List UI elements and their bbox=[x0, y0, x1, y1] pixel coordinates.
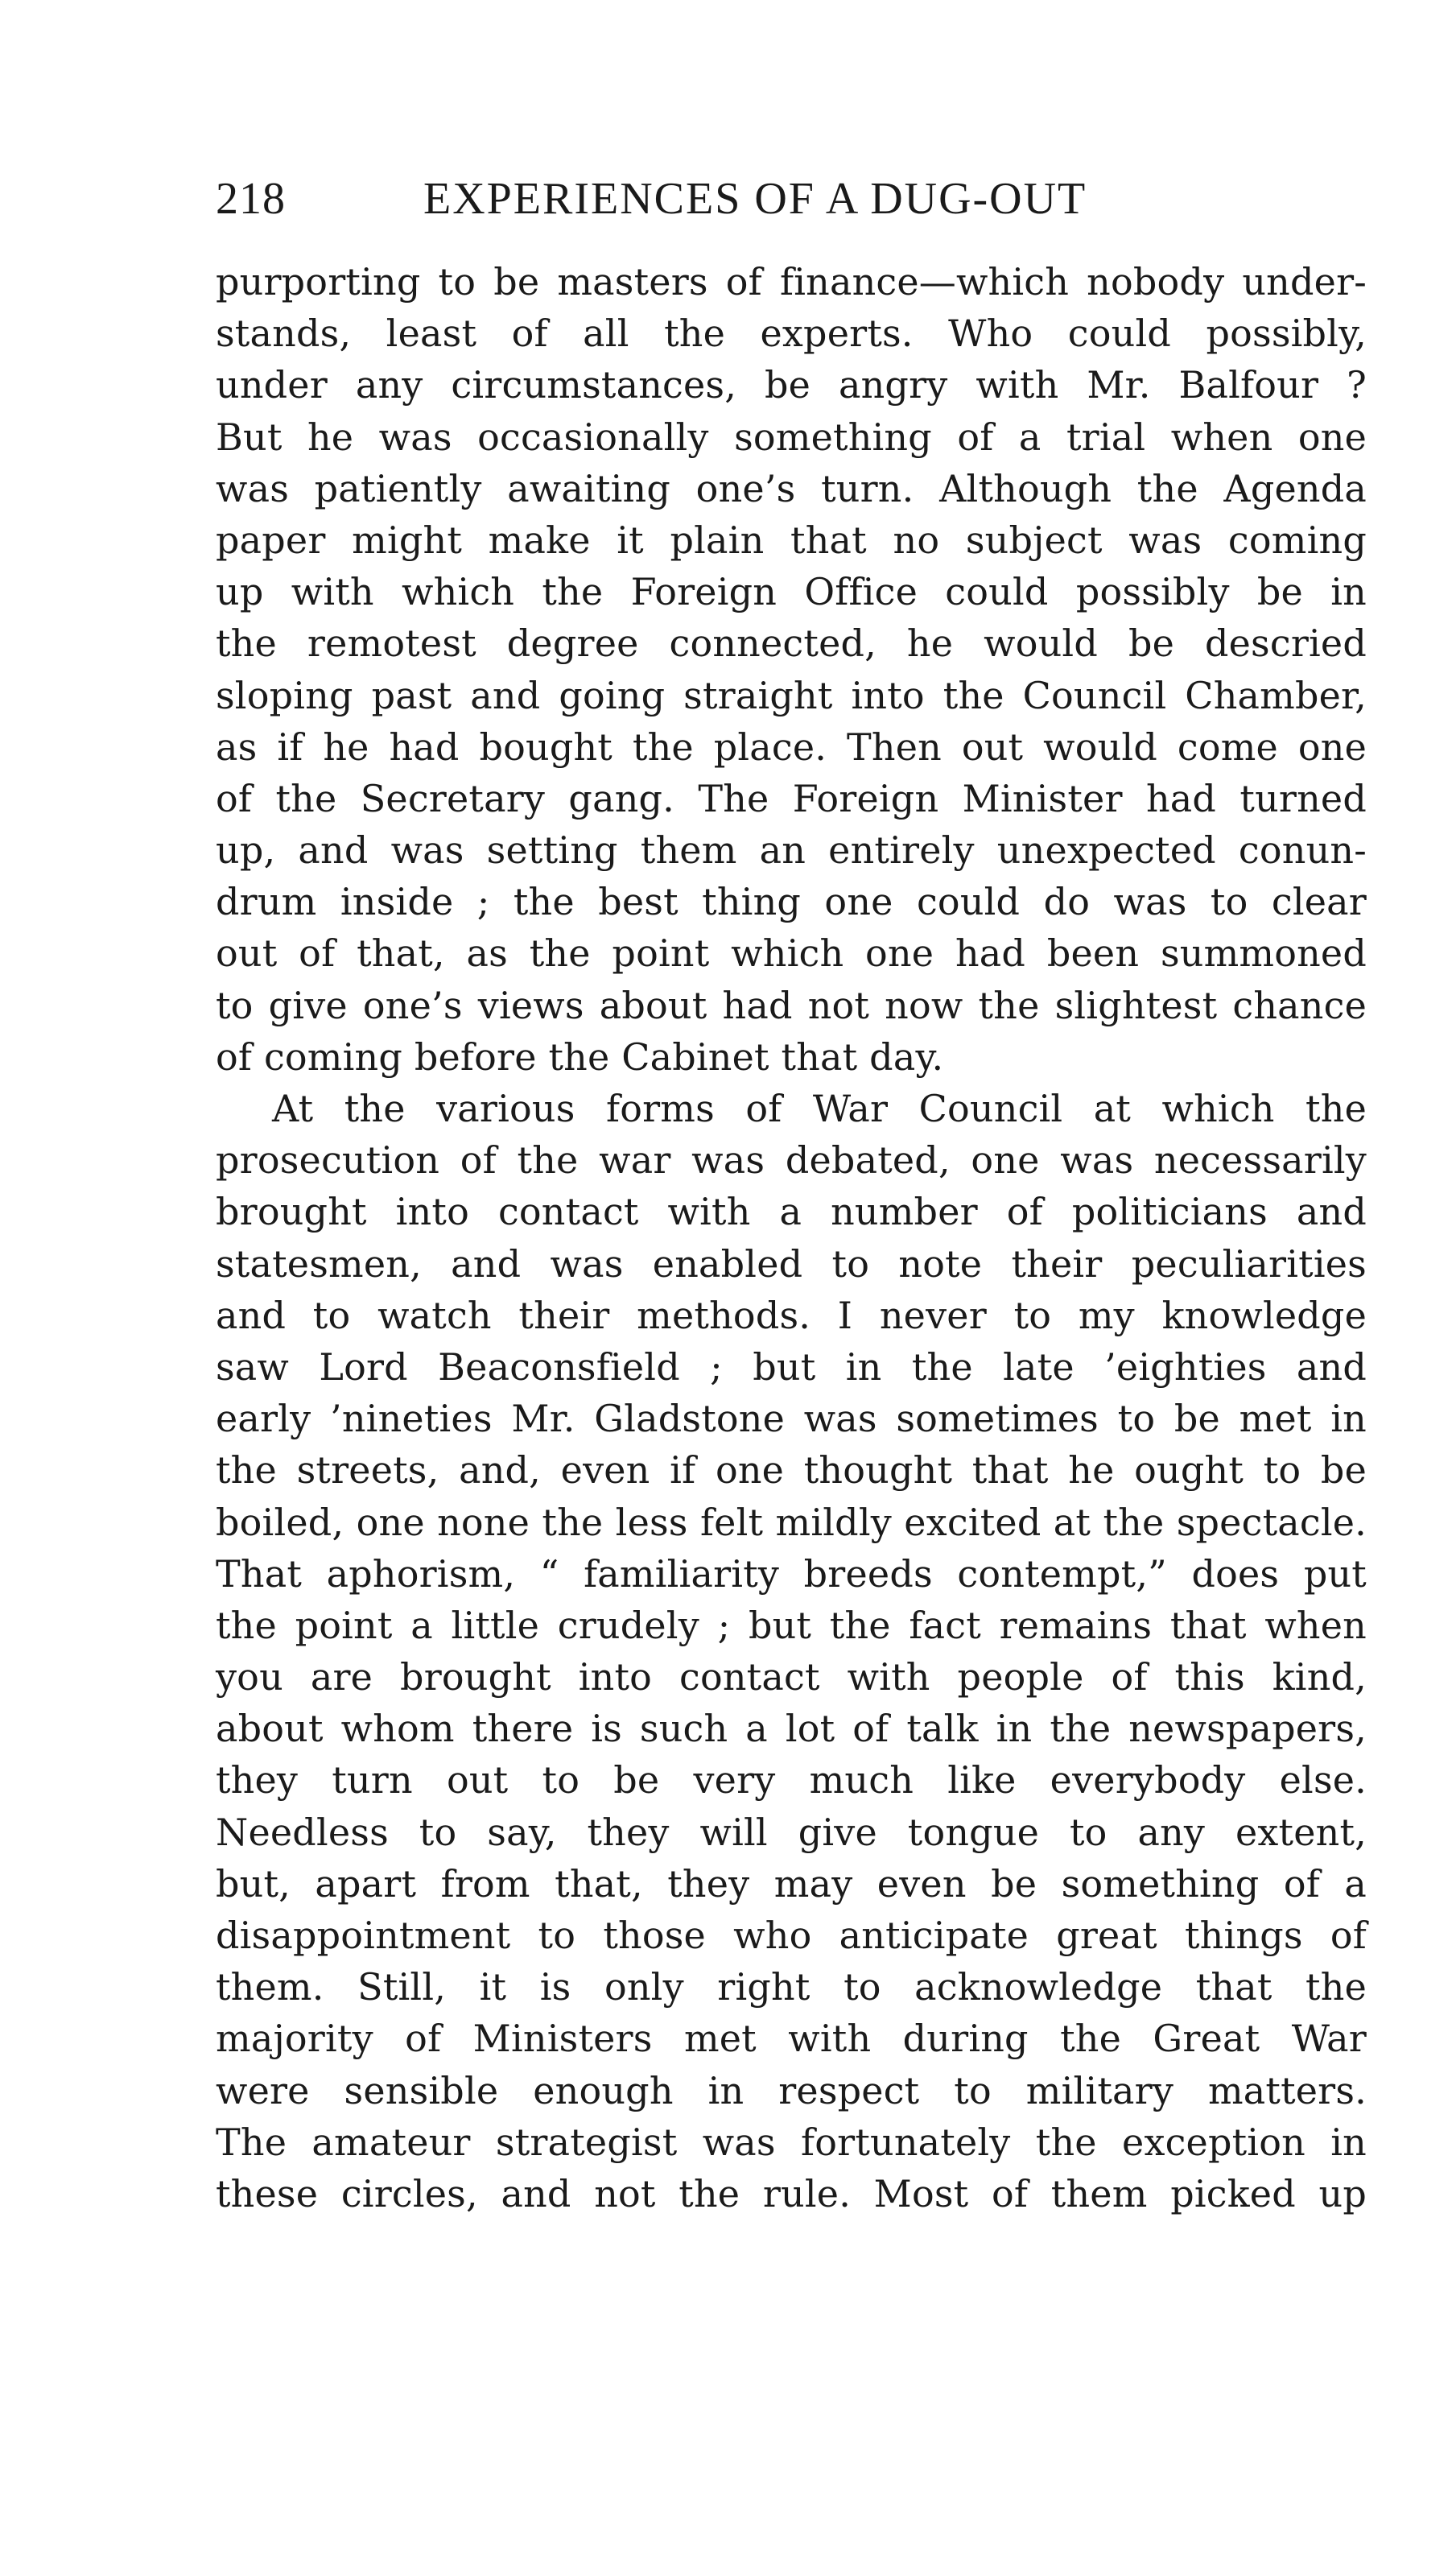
text-line: under any circumstances, be angry with Mr. Balfour ? bbox=[216, 363, 1367, 407]
running-title: EXPERIENCES OF A DUG-OUT bbox=[423, 174, 1087, 224]
text-line: early ’nineties Mr. Gladstone was sometimes to be met in bbox=[216, 1397, 1367, 1441]
text-line: disappointment to those who anticipate great things of bbox=[216, 1914, 1367, 1957]
text-line: up, and was setting them an entirely unexpected conun- bbox=[216, 828, 1367, 873]
text-line: you are brought into contact with people of this kind, bbox=[216, 1655, 1367, 1699]
text-line: saw Lord Beaconsfield ; but in the late ’eighties and bbox=[216, 1344, 1367, 1389]
text-line: of the Secretary gang. The Foreign Minister had turned bbox=[216, 776, 1367, 820]
text-line: but, apart from that, they may even be something of a bbox=[216, 1861, 1367, 1906]
text-line: sloping past and going straight into the Council Chamber, bbox=[216, 673, 1367, 717]
text-line: up with which the Foreign Office could possibly be in bbox=[216, 570, 1367, 614]
text-line: prosecution of the war was debated, one was necessarily bbox=[216, 1138, 1367, 1183]
text-line: to give one’s views about had not now the slightest chance bbox=[216, 983, 1367, 1027]
text-line: That aphorism, “ familiarity breeds contempt,” does put bbox=[216, 1551, 1367, 1596]
text-line: But he was occasionally something of a trial when one bbox=[216, 415, 1367, 459]
text-line: about whom there is such a lot of talk in the newspapers, bbox=[216, 1707, 1367, 1751]
text-line: drum inside ; the best thing one could do was to clear bbox=[216, 880, 1367, 924]
text-line: majority of Ministers met with during the Great War bbox=[216, 2017, 1367, 2061]
text-line: them. Still, it is only right to acknowledge that the bbox=[216, 1965, 1367, 2009]
running-head bbox=[216, 171, 1169, 227]
text-line: the point a little crudely ; but the fact remains that when bbox=[216, 1603, 1367, 1647]
paragraph-1 bbox=[216, 256, 1367, 1083]
paragraph-2 bbox=[216, 1083, 1367, 2220]
text-line: was patiently awaiting one’s turn. Although the Agenda bbox=[216, 466, 1367, 510]
text-line: The amateur strategist was fortunately the exception in bbox=[216, 2120, 1367, 2164]
text-line: At the various forms of War Council at which the bbox=[272, 1087, 1367, 1130]
text-line: of coming before the Cabinet that day. bbox=[216, 1034, 944, 1079]
text-line: and to watch their methods. I never to my knowledge bbox=[216, 1293, 1367, 1337]
text-line: brought into contact with a number of politicians and bbox=[216, 1190, 1367, 1234]
text-line: were sensible enough in respect to military matters. bbox=[216, 2068, 1367, 2112]
text-line: these circles, and not the rule. Most of them picked up bbox=[216, 2171, 1367, 2215]
text-line: they turn out to be very much like everybody else. bbox=[216, 1758, 1367, 1803]
text-line: the remotest degree connected, he would be descried bbox=[216, 621, 1367, 666]
text-line: out of that, as the point which one had been summoned bbox=[216, 931, 1367, 976]
text-line: paper might make it plain that no subject was coming bbox=[216, 518, 1367, 562]
text-line: stands, least of all the experts. Who could possibly, bbox=[216, 312, 1367, 356]
text-line: Needless to say, they will give tongue to any extent, bbox=[216, 1810, 1367, 1854]
text-line: purporting to be masters of finance—which nobody under- bbox=[216, 260, 1367, 304]
page-number: 218 bbox=[216, 174, 286, 224]
body-text bbox=[216, 256, 1367, 2220]
text-line: boiled, one none the less felt mildly excited at the spectacle. bbox=[216, 1500, 1367, 1544]
text-line: as if he had bought the place. Then out would come one bbox=[216, 725, 1367, 769]
text-line: statesmen, and was enabled to note their peculiarities bbox=[216, 1241, 1367, 1286]
text-line: the streets, and, even if one thought that he ought to be bbox=[216, 1448, 1367, 1493]
